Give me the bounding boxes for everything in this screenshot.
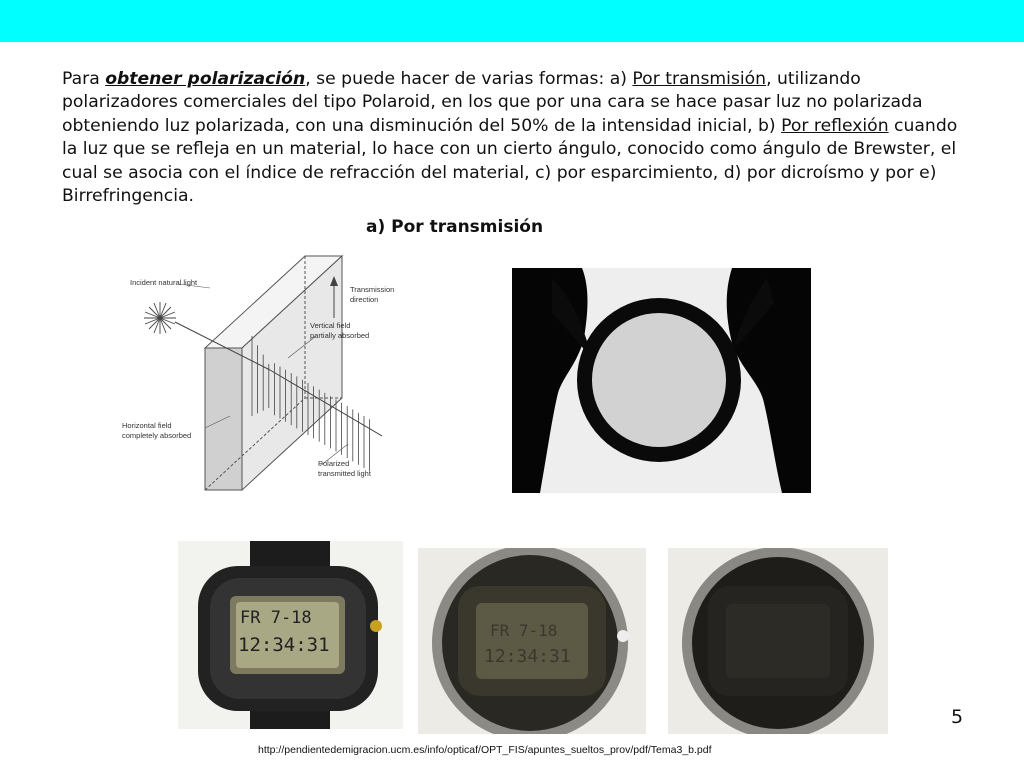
svg-text:FR 7-18: FR 7-18 [490, 621, 558, 640]
para-text: cuando la luz que se refleja en un material, lo hace con un cierto ángulo, conocido como ángulo de Brewster, el cual se asocia con el índice de refracción del material, c) por esparcimiento, d) por dicroísmo y por e) Birrefringencia. [62, 115, 958, 207]
watch-photo-3 [668, 548, 888, 734]
label-vertical-2: partially absorbed [310, 331, 370, 340]
label-transmission-1: Transmission [350, 285, 395, 294]
label-polarized-2: transmitted light [318, 469, 371, 478]
intro-paragraph [62, 68, 962, 208]
para-underline-reflexion: Por reflexión [781, 115, 889, 136]
polaroid-filter-photo [512, 268, 811, 493]
section-title: a) Por transmisión [366, 217, 544, 237]
para-text: Para [62, 69, 106, 89]
svg-text:12:34:31: 12:34:31 [484, 646, 571, 667]
watch-photo-1 [178, 541, 403, 729]
polarizer-diagram [120, 248, 420, 498]
lcd-line-2: 12:34:31 [238, 634, 330, 656]
label-incident-light: Incident natural light [130, 278, 198, 287]
source-url: http://pendientedemigracion.ucm.es/info/opticaf/OPT_FIS/apuntes_sueltos_prov/pdf/Tema3_b.pdf [258, 744, 712, 756]
watch-photo-2 [418, 548, 646, 734]
top-accent-bar [0, 0, 1024, 42]
label-horizontal-1: Horizontal field [122, 421, 172, 430]
label-horizontal-2: completely absorbed [122, 431, 192, 440]
para-emphasis-obtener: obtener polarización [105, 69, 306, 89]
para-text: , se puede hacer de varias formas: a) [305, 69, 633, 89]
para-underline-transmision: Por transmisión [632, 69, 767, 89]
lcd-line-1: FR 7-18 [240, 608, 312, 628]
page-number: 5 [951, 706, 964, 728]
label-polarized-1: Polarized [318, 459, 350, 468]
label-vertical-1: Vertical field [310, 321, 351, 330]
para-text: , utilizando polarizadores comerciales del tipo Polaroid, en los que por una cara se hace pasar luz no polarizada obteniendo luz polarizada, con una disminución del 50% de la intensidad inicial, b) [62, 69, 923, 136]
label-transmission-2: direction [350, 295, 379, 304]
incident-light-star-icon [144, 302, 176, 334]
